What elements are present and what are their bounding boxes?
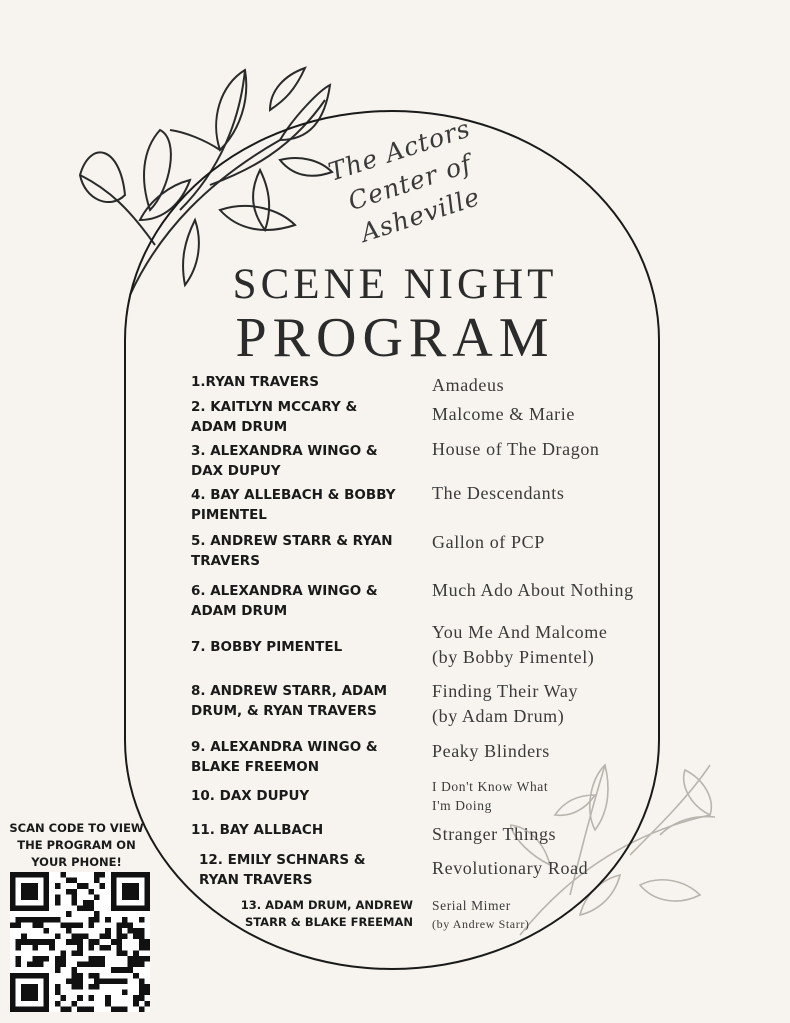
scene-11 (432, 822, 556, 847)
performer-4: 4. BAY ALLEBACH & BOBBY PIMENTEL (191, 487, 396, 523)
performer-8: 8. ANDREW STARR, ADAM DRUM, & RYAN TRAVERS (191, 683, 388, 719)
scene-3 (432, 437, 600, 462)
scene-2 (432, 402, 575, 427)
qr-instructions: SCAN CODE TO VIEW THE PROGRAM ON YOUR PHONE! (9, 821, 144, 869)
scene-title: I Don't Know What (432, 779, 549, 794)
scene-4 (432, 481, 564, 506)
performer-13: 13. ADAM DRUM, ANDREW STARR & BLAKE FREEMAN (240, 898, 413, 929)
scene-title: Peaky Blinders (432, 741, 550, 761)
scene-title: Stranger Things (432, 824, 557, 844)
scene-title: Finding Their Way (432, 681, 579, 701)
scene-title: Gallon of PCP (432, 532, 545, 552)
performer-7: 7. BOBBY PIMENTEL (191, 639, 343, 655)
scene-8 (432, 679, 578, 729)
performer-5: 5. ANDREW STARR & RYAN TRAVERS (191, 533, 393, 569)
qr-code[interactable] (10, 872, 150, 1012)
scene-1 (432, 373, 504, 398)
scene-credit: (by Andrew Starr) (432, 917, 530, 931)
scene-credit: (by Adam Drum) (432, 706, 565, 726)
scene-title: The Descendants (432, 483, 565, 503)
scene-title: House of The Dragon (432, 439, 600, 459)
performer-2: 2. KAITLYN MCCARY & ADAM DRUM (191, 399, 358, 435)
scene-7 (432, 620, 607, 670)
scene-title: Revolutionary Road (432, 858, 589, 878)
scene-title: Much Ado About Nothing (432, 580, 634, 600)
scene-title-cont: I'm Doing (432, 798, 492, 813)
performer-1: 1.RYAN TRAVERS (191, 374, 320, 390)
scene-13 (432, 896, 530, 934)
scene-12 (432, 856, 588, 881)
performer-6: 6. ALEXANDRA WINGO & ADAM DRUM (191, 583, 378, 619)
scene-title: You Me And Malcome (432, 622, 608, 642)
scene-credit: (by Bobby Pimentel) (432, 647, 595, 667)
organization-name: The Actors Center of Asheville (324, 113, 484, 248)
scene-6 (432, 578, 634, 603)
scene-title: Malcome & Marie (432, 404, 575, 424)
performer-3: 3. ALEXANDRA WINGO & DAX DUPUY (191, 443, 378, 479)
scene-5 (432, 530, 545, 555)
scene-title: Amadeus (432, 375, 505, 395)
title-program: PROGRAM (235, 307, 555, 369)
performer-11: 11. BAY ALLBACH (191, 822, 324, 838)
scene-10 (432, 777, 548, 815)
performer-10: 10. DAX DUPUY (191, 788, 310, 804)
performer-9: 9. ALEXANDRA WINGO & BLAKE FREEMON (191, 739, 378, 775)
title-scene-night: SCENE NIGHT (232, 261, 558, 308)
scene-9 (432, 739, 550, 764)
scene-title: Serial Mimer (432, 898, 511, 913)
performer-12: 12. EMILY SCHNARS & RYAN TRAVERS (199, 852, 366, 888)
